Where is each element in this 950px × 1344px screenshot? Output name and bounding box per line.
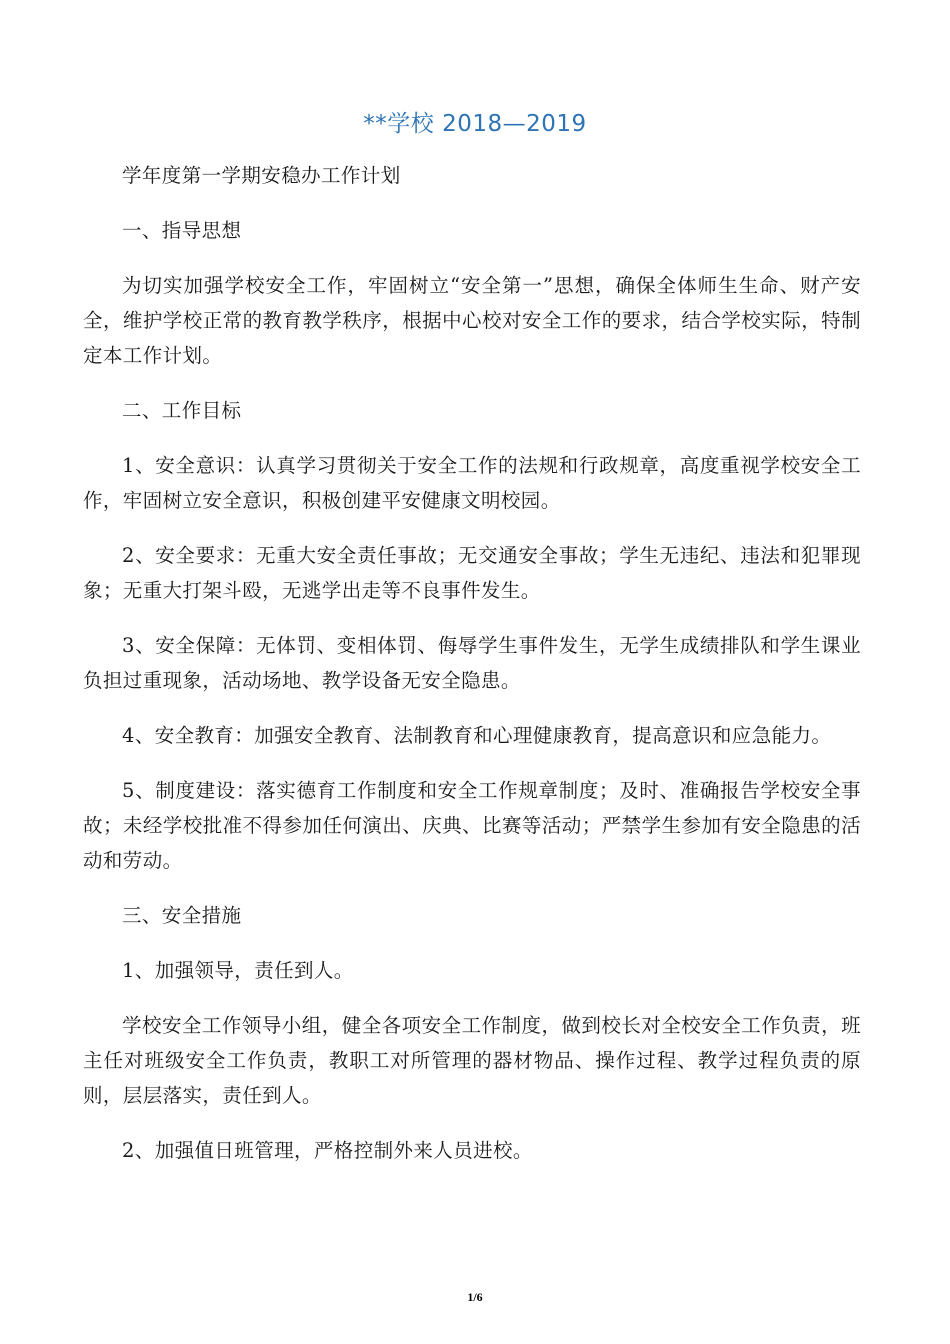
body-paragraph: 3、安全保障：无体罚、变相体罚、侮辱学生事件发生，无学生成绩排队和学生课业负担过重现象，活动场地、教学设备无安全隐患。 — [83, 634, 861, 692]
section-heading: 三、安全措施 — [122, 904, 242, 927]
sub-heading: 2、加强值日班管理，严格控制外来人员进校。 — [122, 1139, 533, 1162]
body-paragraph: 4、安全教育：加强安全教育、法制教育和心理健康教育，提高意识和应急能力。 — [122, 724, 832, 747]
document-body — [83, 158, 861, 1188]
body-paragraph: 1、安全意识：认真学习贯彻关于安全工作的法规和行政规章，高度重视学校安全工作，牢固树立安全意识，积极创建平安健康文明校园。 — [83, 454, 861, 512]
document-title: **学校 2018—2019 — [363, 111, 587, 137]
section-heading: 一、指导思想 — [122, 219, 242, 242]
body-paragraph: 5、制度建设：落实德育工作制度和安全工作规章制度；及时、准确报告学校安全事故；未经学校批准不得参加任何演出、庆典、比赛等活动；严禁学生参加有安全隐患的活动和劳动。 — [83, 779, 861, 872]
sub-heading: 1、加强领导，责任到人。 — [122, 959, 354, 982]
page-number: 1/6 — [467, 1290, 483, 1304]
body-paragraph: 2、安全要求：无重大安全责任事故；无交通安全事故；学生无违纪、违法和犯罪现象；无重大打架斗殴，无逃学出走等不良事件发生。 — [83, 544, 861, 602]
section-heading: 二、工作目标 — [122, 399, 242, 422]
subtitle-paragraph: 学年度第一学期安稳办工作计划 — [122, 164, 401, 187]
body-paragraph: 学校安全工作领导小组，健全各项安全工作制度，做到校长对全校安全工作负责，班主任对班级安全工作负责，教职工对所管理的器材物品、操作过程、教学过程负责的原则，层层落实，责任到人。 — [83, 1014, 861, 1107]
body-paragraph: 为切实加强学校安全工作，牢固树立“安全第一”思想，确保全体师生生命、财产安全，维护学校正常的教育教学秩序，根据中心校对安全工作的要求，结合学校实际，特制定本工作计划。 — [83, 274, 861, 367]
